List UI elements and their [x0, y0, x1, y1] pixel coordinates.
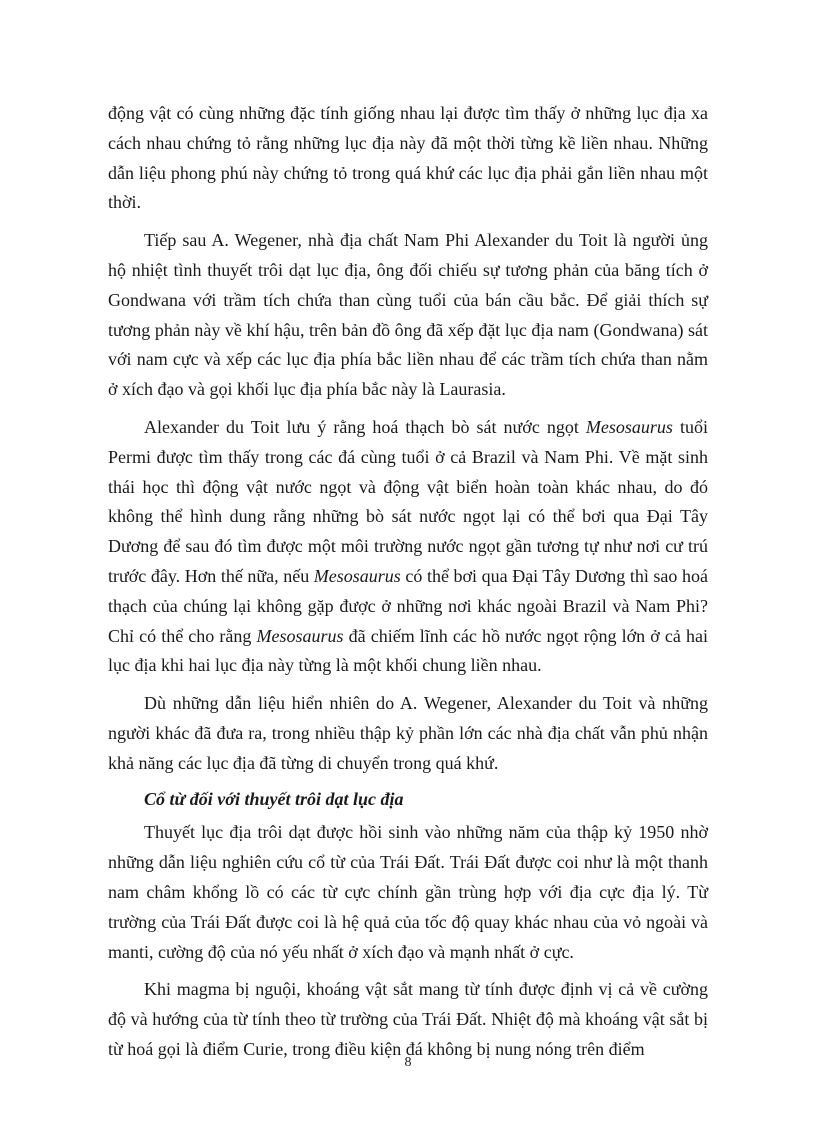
paragraph-du-toit: Tiếp sau A. Wegener, nhà địa chất Nam Phi Alexander du Toit là người ủng hộ nhiệt tình thuyết trôi dạt lục địa, ông đối chiếu sự tương phản của băng tích ở Gondwana với trầm tích chứa than cùng tuổi của bán cầu bắc. Để giải thích sự tương phản này về khí hậu, trên bản đồ ông đã xếp đặt lục địa nam (Gondwana) sát với nam cực và xếp các lục địa phía bắc liền nhau để các trầm tích chứa than nằm ở xích đạo và gọi khối lục địa phía bắc này là Laurasia. — [108, 230, 708, 400]
paragraph-mesosaurus — [108, 413, 708, 681]
species-name-italic: Mesosaurus — [313, 565, 401, 586]
paragraph-curie-point: Khi magma bị nguội, khoáng vật sắt mang từ tính được định vị cả về cường độ và hướng của từ tính theo từ trường của Trái Đất. Nhiệt độ mà khoáng vật sắt bị từ hoá gọi là điểm Curie, trong điều kiện đá không bị nung nóng trên điểm — [108, 979, 708, 1059]
paragraph-skepticism: Dù những dẫn liệu hiển nhiên do A. Wegener, Alexander du Toit và những người khác đã đưa ra, trong nhiều thập kỷ phần lớn các nhà địa chất vẫn phủ nhận khả năng các lục địa đã từng di chuyển trong quá khứ. — [108, 693, 708, 773]
paragraph-text-segment: Alexander du Toit lưu ý rằng hoá thạch bò sát nước ngọt — [144, 416, 586, 437]
paragraph-text-segment: tuổi Permi được tìm thấy trong các đá cùng tuổi ở cả Brazil và Nam Phi. Về mặt sinh thái học thì động vật nước ngọt và động vật biển hoàn toàn khác nhau, do đó không thể hình dung rằng những bò sát nước ngọt lại có thể bơi qua Đại Tây Dương để sau đó tìm được một môi trường nước ngọt gần tương tự như nơi cư trú trước đây. Hơn thế nữa, nếu — [108, 416, 708, 586]
paragraph-continuation: động vật có cùng những đặc tính giống nhau lại được tìm thấy ở những lục địa xa cách nhau chứng tỏ rằng những lục địa này đã một thời từng kề liền nhau. Những dẫn liệu phong phú này chứng tỏ trong quá khứ các lục địa phải gắn liền nhau một thời. — [108, 103, 708, 213]
species-name-italic: Mesosaurus — [585, 416, 673, 437]
paragraph-text-segment: đã chiếm lĩnh các hồ nước ngọt rộng lớn ở cả hai lục địa khi hai lục địa này từng là một khối chung liền nhau. — [108, 625, 708, 676]
paragraph-text-segment: có thể bơi qua Đại Tây Dương thì sao hoá thạch của chúng lại không gặp được ở những nơi khác ngoài Brazil và Nam Phi? Chỉ có thể cho rằng — [108, 565, 708, 646]
body-text — [108, 99, 708, 1073]
paragraph-paleomagnetism: Thuyết lục địa trôi dạt được hồi sinh vào những năm của thập kỷ 1950 nhờ những dẫn liệu nghiên cứu cổ từ của Trái Đất. Trái Đất được coi như là một thanh nam châm khổng lồ có các từ cực chính gần trùng hợp với địa cực địa lý. Từ trường của Trái Đất được coi là hệ quả của tốc độ quay khác nhau của vỏ ngoài và manti, cường độ của nó yếu nhất ở xích đạo và mạnh nhất ở cực. — [108, 822, 708, 962]
section-heading: Cổ từ đối với thuyết trôi dạt lục địa — [144, 788, 404, 809]
page-number: 8 — [404, 1055, 412, 1070]
species-name-italic: Mesosaurus — [256, 625, 344, 646]
